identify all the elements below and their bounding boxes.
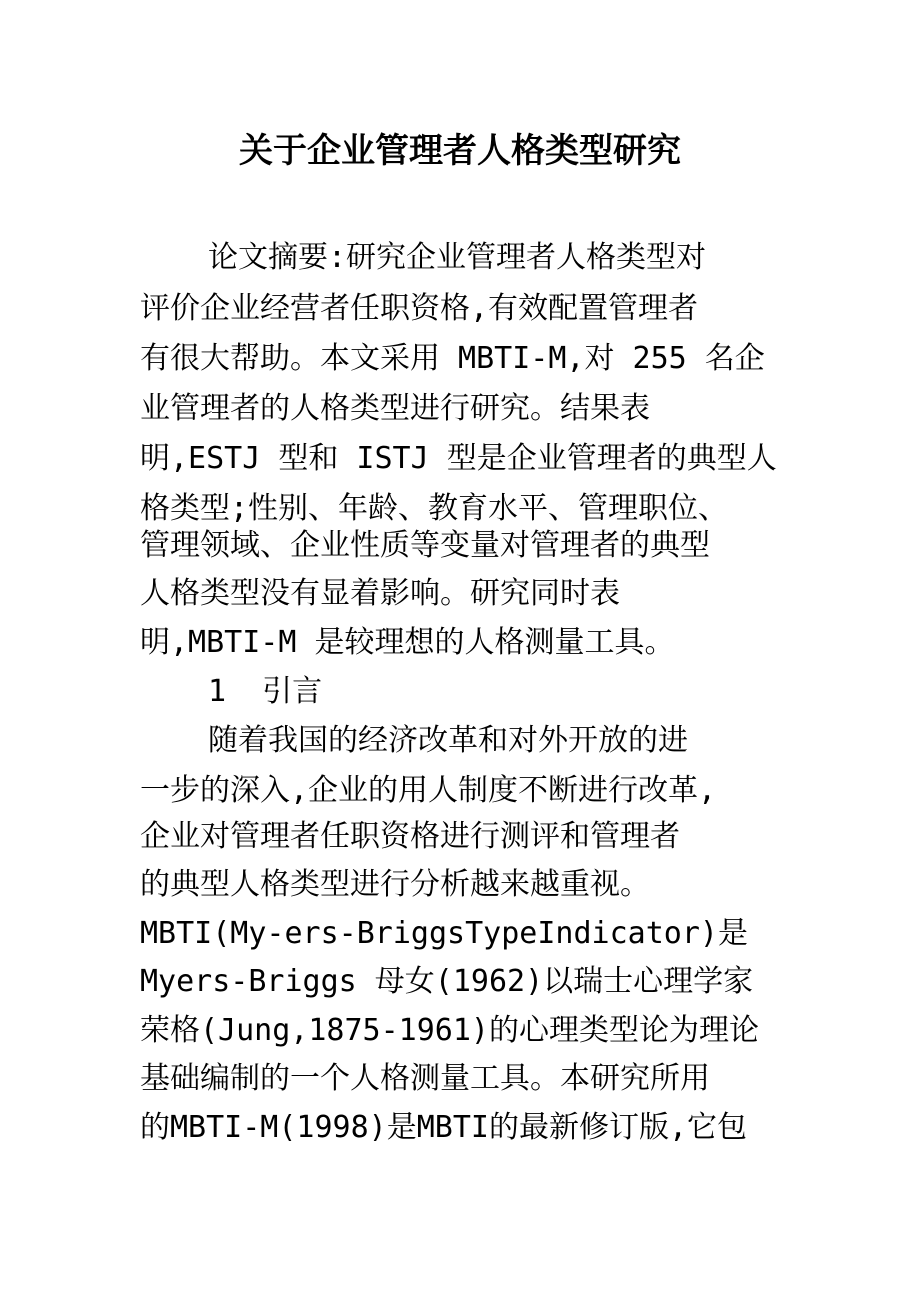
abstract-line: 业管理者的人格类型进行研究。结果表 (140, 391, 650, 426)
body-line: 企业对管理者任职资格进行测评和管理者 (140, 819, 680, 854)
body-line: 随着我国的经济改革和对外开放的进 (208, 723, 688, 758)
body-line: 的MBTI-M(1998)是MBTI的最新修订版,它包 (140, 1110, 748, 1145)
document-title: 关于企业管理者人格类型研究 (239, 131, 681, 171)
body-line: MBTI(My-ers-BriggsTypeIndicator)是 (140, 916, 748, 951)
abstract-line: 论文摘要:研究企业管理者人格类型对 (208, 240, 707, 275)
section-heading: 1 引言 (208, 674, 323, 709)
abstract-line: 明,ESTJ 型和 ISTJ 型是企业管理者的典型人 (140, 441, 777, 476)
body-line: 基础编制的一个人格测量工具。本研究所用 (140, 1061, 710, 1096)
body-line: 的典型人格类型进行分析越来越重视。 (140, 867, 650, 902)
abstract-line: 有很大帮助。本文采用 MBTI-M,对 255 名企 (140, 341, 765, 376)
abstract-line: 人格类型没有显着影响。研究同时表 (140, 576, 620, 611)
body-line: 一步的深入,企业的用人制度不断进行改革, (140, 773, 717, 808)
abstract-line: 管理领域、企业性质等变量对管理者的典型 (140, 528, 710, 563)
abstract-line: 评价企业经营者任职资格,有效配置管理者 (140, 291, 699, 326)
abstract-line: 明,MBTI-M 是较理想的人格测量工具。 (140, 625, 675, 660)
body-line: 荣格(Jung,1875-1961)的心理类型论为理论 (140, 1013, 759, 1048)
abstract-line: 格类型;性别、年龄、教育水平、管理职位、 (140, 491, 729, 526)
body-line: Myers-Briggs 母女(1962)以瑞士心理学家 (140, 964, 754, 999)
